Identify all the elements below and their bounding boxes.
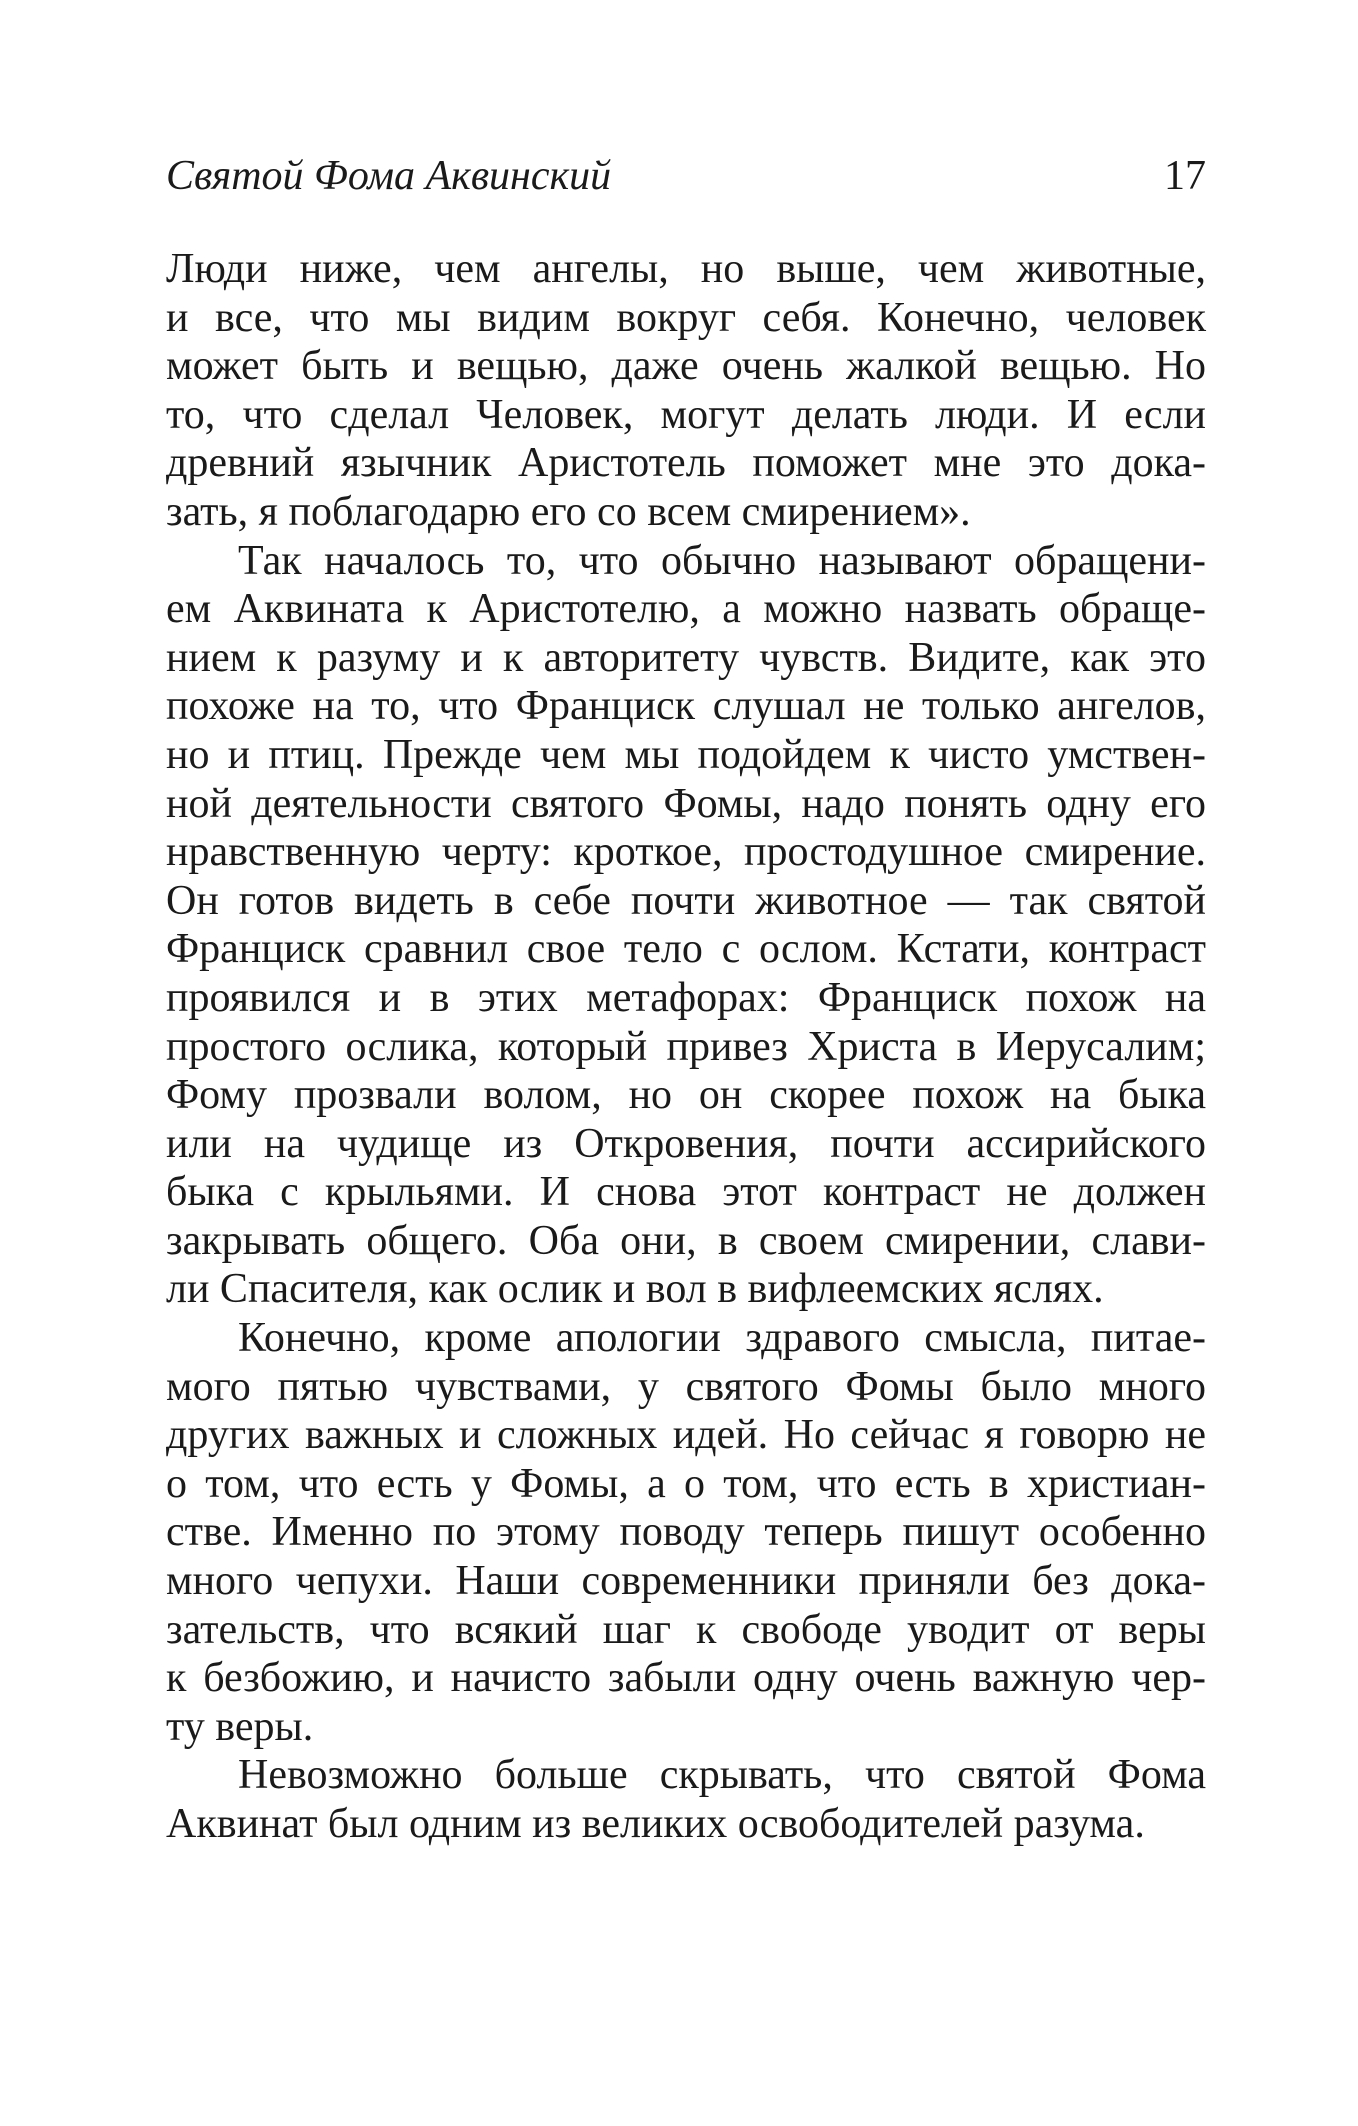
text-line: ли Спасителя, как ослик и вол в вифлеемских яслях. bbox=[166, 1266, 1104, 1313]
text-line: быка с крыльями. И снова этот контраст не должен bbox=[166, 1169, 1206, 1216]
text-line: то, что сделал Человек, могут делать люди. И если bbox=[166, 391, 1206, 438]
text-line: Аквинат был одним из великих освободителей разума. bbox=[166, 1801, 1145, 1847]
text-line: Люди ниже, чем ангелы, но выше, чем животные, bbox=[166, 246, 1206, 292]
text-line: и все, что мы видим вокруг себя. Конечно, человек bbox=[166, 294, 1206, 341]
text-line: ной деятельности святого Фомы, надо понять одну его bbox=[166, 780, 1206, 827]
text-line: Конечно, кроме апологии здравого смысла, питае- bbox=[238, 1315, 1206, 1362]
text-line: древний язычник Аристотель поможет мне это дока- bbox=[166, 440, 1206, 487]
text-line: простого ослика, который привез Христа в Иерусалим; bbox=[166, 1023, 1206, 1070]
page-number: 17 bbox=[1164, 153, 1206, 199]
text-line: похоже на то, что Франциск слушал не только ангелов, bbox=[166, 683, 1206, 730]
text-line: Он готов видеть в себе почти животное — так святой bbox=[166, 877, 1206, 924]
text-line: может быть и вещью, даже очень жалкой вещью. Но bbox=[166, 343, 1206, 390]
text-line: стве. Именно по этому поводу теперь пишут особенно bbox=[166, 1509, 1206, 1556]
paragraph bbox=[166, 245, 1206, 537]
text-line: зать, я поблагодарю его со всем смирением». bbox=[166, 488, 971, 535]
text-line: нием к разуму и к авторитету чувств. Видите, как это bbox=[166, 634, 1206, 681]
text-line: к безбожию, и начисто забыли одну очень важную чер- bbox=[166, 1655, 1206, 1702]
text-line: Так началось то, что обычно называют обращени- bbox=[238, 537, 1206, 584]
body-text bbox=[166, 245, 1206, 1849]
text-line: Франциск сравнил свое тело с ослом. Кстати, контраст bbox=[166, 926, 1206, 973]
text-line: Невозможно больше скрывать, что святой Фома bbox=[238, 1752, 1206, 1799]
running-head bbox=[166, 146, 1206, 206]
paragraph bbox=[166, 1751, 1206, 1848]
text-line: ем Аквината к Аристотелю, а можно назвать обраще- bbox=[166, 586, 1206, 633]
text-line: о том, что есть у Фомы, а о том, что есть в христиан- bbox=[166, 1460, 1206, 1507]
text-line: нравственную черту: кроткое, простодушное смирение. bbox=[166, 829, 1206, 876]
text-line: но и птиц. Прежде чем мы подойдем к чисто умствен- bbox=[166, 731, 1206, 778]
paragraph bbox=[166, 537, 1206, 1315]
text-line: или на чудище из Откровения, почти ассирийского bbox=[166, 1120, 1206, 1167]
text-line: зательств, что всякий шаг к свободе уводит от веры bbox=[166, 1606, 1206, 1653]
running-title: Святой Фома Аквинский bbox=[166, 153, 612, 199]
paragraph bbox=[166, 1314, 1206, 1751]
text-line: ту веры. bbox=[166, 1703, 314, 1750]
text-line: Фому прозвали волом, но он скорее похож на быка bbox=[166, 1072, 1206, 1119]
text-line: много чепухи. Наши современники приняли без дока- bbox=[166, 1558, 1206, 1605]
text-line: других важных и сложных идей. Но сейчас я говорю не bbox=[166, 1412, 1206, 1459]
text-line: мого пятью чувствами, у святого Фомы было много bbox=[166, 1363, 1206, 1410]
text-line: закрывать общего. Оба они, в своем смирении, слави- bbox=[166, 1217, 1206, 1264]
text-line: проявился и в этих метафорах: Франциск похож на bbox=[166, 974, 1206, 1021]
